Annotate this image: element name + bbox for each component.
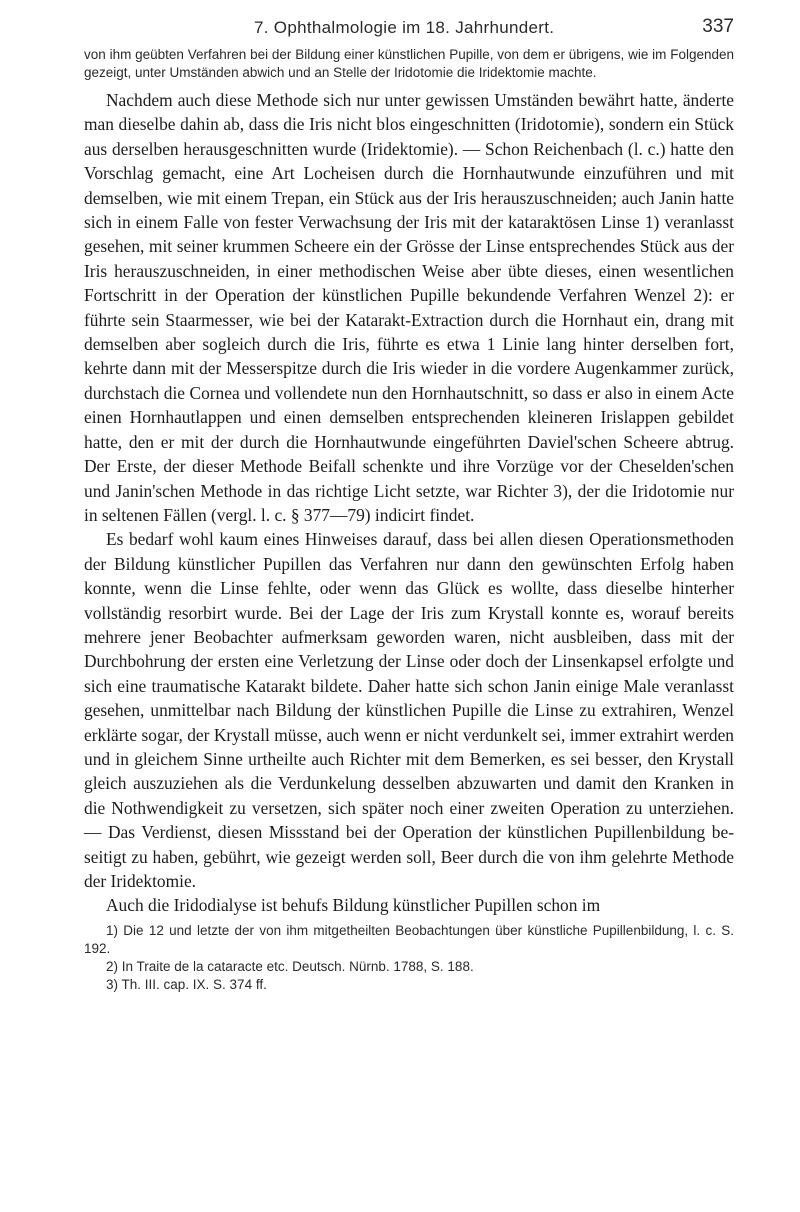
footnote-2: 2) In Traite de la cataracte etc. Deutsch. Nürnb. 1788, S. 188. (106, 958, 474, 974)
body-paragraph-3: Auch die Iridodialyse ist behufs Bildung künstlicher Pupillen schon im (106, 895, 601, 916)
book-page (84, 12, 734, 1202)
footnote-1: 1) Die 12 und letzte der von ihm mitgetheilten Beobachtungen über künstliche Pupillenbildung, l. c. S. 192. (84, 922, 734, 956)
running-head (84, 12, 734, 46)
body-paragraph-2: Es bedarf wohl kaum eines Hinweises darauf, dass bei allen diesen Operationsmethoden der Bildung künstlicher Pupillen das Verfahren nur dann den gewünschten Erfolg haben konnte, wenn die Linse fehlte, oder wenn das Glück es wollte, dass dieselbe hinterher vollständig resorbirt wurde. Bei der Lage der Iris zum Krystall konnte es, worauf bereits mehrere jener Beobachter aufmerksam geworden waren, nicht ausbleiben, dass mit der Durchbohrung der ersten eine Verletzung der Linse oder doch der Linsenkapsel erfolgte und sich eine traumatische Katarakt bildete. Daher hatte sich schon Janin einige Male veranlasst gesehen, unmittelbar nach Bildung der künstlichen Pupille die Linse zu extrahiren, Wenzel erklärte sogar, der Krystall müsse, auch wenn er nicht verdunkelt sei, immer extrahirt werden und in gleichem Sinne urtheilte auch Richter mit dem Bemerken, es sei besser, den Krystall gleich auszuziehen als die Verdunkelung desselben abzuwarten und damit den Kranken in die Nothwendigkeit zu versetzen, sich später noch einer zweiten Operation zu unterziehen. — Das Verdienst, diesen Missstand bei der Operation der künstlichen Pupillenbildung beseitigt zu haben, gebührt, wie gezeigt werden soll, Beer durch die von ihm gelehrte Methode der Iridektomie. (84, 529, 734, 891)
footnote-3: 3) Th. III. cap. IX. S. 374 ff. (106, 976, 267, 992)
page-number: 337 (702, 16, 734, 37)
footnotes (84, 922, 734, 994)
chapter-title: 7. Ophthalmologie im 18. Jahrhundert. (254, 18, 555, 37)
body-paragraph-1: Nachdem auch diese Methode sich nur unter gewissen Umständen bewährt hatte, änderte man dieselbe dahin ab, dass die Iris nicht blos eingeschnitten (Iridotomie), sondern ein Stück aus derselben herausgeschnitten wurde (Iridektomie). — Schon Reichenbach (l. c.) hatte den Vorschlag gemacht, eine Art Locheisen durch die Hornhautwunde einzuführen und mit demselben, wie mit einem Trepan, ein Stück aus der Iris herauszuschneiden; auch Janin hatte sich in einem Falle von fester Verwachsung der Iris mit der kataraktösen Linse 1) veranlasst gesehen, mit seiner krummen Scheere ein der Grösse der Linse entsprechendes Stück aus der Iris herauszuschneiden, in einer methodischen Weise aber übte dieses, einen wesentlichen Fortschritt in der Operation der künstlichen Pupille bekundende Verfahren Wenzel 2): er führte sein Staarmesser, wie bei der Katarakt-Extraction durch die Hornhaut ein, drang mit demselben aber sogleich durch die Iris, führte es etwa 1 Linie lang hinter derselben fort, kehrte dann mit der Messerspitze durch die Iris wieder in die vordere Augenkammer zurück, durchstach die Cornea und vollendete nun den Hornhautschnitt, so dass er also in einem Acte einen Hornhautlappen und einen demselben entsprechenden kleineren Irislappen gebildet hatte, den er mit der durch die Hornhautwunde eingeführten Daviel'schen Scheere abtrug. Der Erste, der dieser Methode Beifall schenkte und ihre Vorzüge vor der Cheselden'schen und Janin'schen Methode in das richtige Licht setzte, war Richter 3), der die Iridotomie nur in seltenen Fällen (vergl. l. c. § 377—79) indicirt findet. (84, 90, 734, 525)
intro-paragraph: von ihm geübten Verfahren bei der Bildung einer künstlichen Pupille, von dem er übrigens, wie im Folgenden gezeigt, unter Umständen abwich und an Stelle der Iridotomie die Iridektomie machte. (84, 47, 734, 80)
